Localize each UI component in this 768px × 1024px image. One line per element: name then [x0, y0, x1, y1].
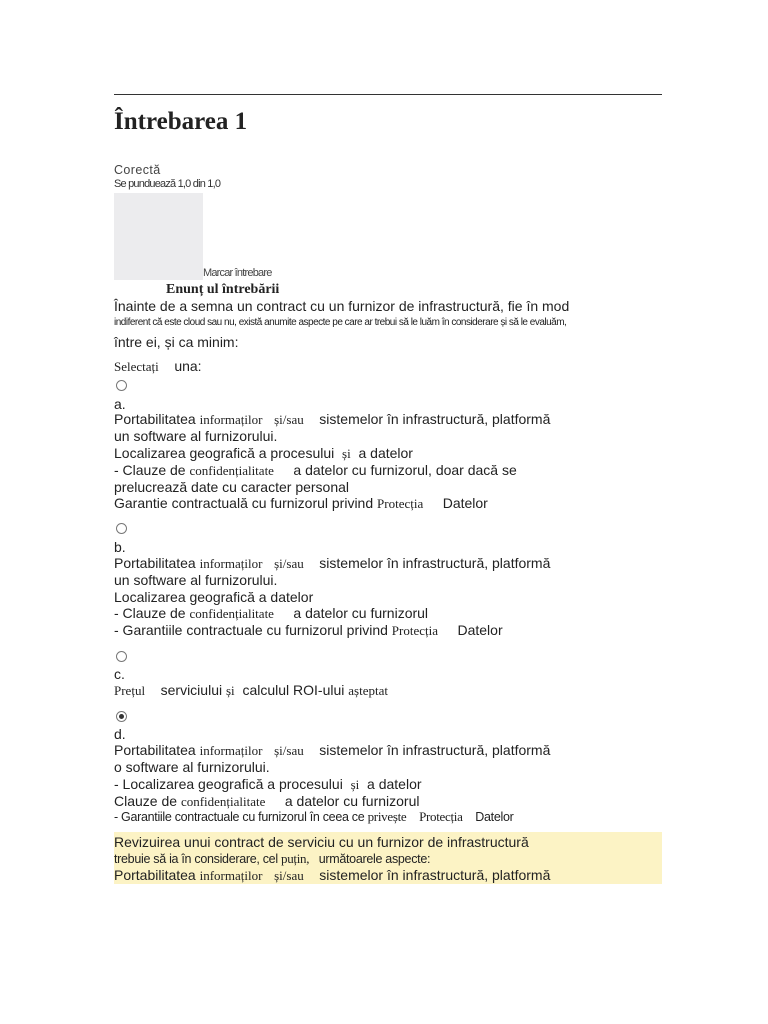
option-text: și	[350, 777, 360, 792]
option-text: Portabilitatea	[114, 742, 196, 758]
option-text: confidențialitate	[180, 794, 266, 809]
option-b-line: Localizarea geografică a datelor	[114, 589, 314, 605]
feedback-text: Portabilitatea	[114, 867, 196, 883]
option-b-line[interactable]	[114, 555, 550, 572]
feedback-text: trebuie să ia în considerare, cel	[114, 852, 278, 866]
feedback-text: următoarele aspecte:	[318, 852, 431, 866]
option-text: Prețul	[114, 683, 146, 698]
option-text: și	[342, 446, 351, 461]
option-text: sistemelor în infrastructură, platformă	[319, 742, 551, 758]
option-text: Datelor	[457, 622, 503, 638]
option-text: a datelor cu furnizorul	[284, 793, 420, 809]
select-prompt	[114, 358, 202, 375]
feedback-text: și/sau	[274, 868, 304, 883]
option-text: - Garantiile contractuale cu furnizorul în ceea ce	[114, 810, 365, 824]
option-b-line	[114, 605, 428, 622]
option-c-line[interactable]	[114, 682, 388, 699]
option-text: - Garantiile contractuale cu furnizorul privind	[114, 622, 388, 638]
option-text: și/sau	[274, 556, 304, 571]
feedback-line: Revizuirea unui contract de serviciu cu un furnizor de infrastructură	[114, 834, 529, 850]
top-divider	[114, 94, 662, 95]
option-a-letter: a.	[114, 396, 126, 412]
question-text-line: între ei, și ca minim:	[114, 334, 239, 350]
option-text: sistemelor în infrastructură, platformă	[319, 555, 551, 571]
option-text: Portabilitatea	[114, 411, 196, 427]
option-d-radio[interactable]	[116, 711, 127, 722]
option-text: informaților	[199, 743, 263, 758]
option-text: Localizarea geografică a procesului	[114, 445, 335, 461]
option-text: Protecția	[377, 496, 424, 511]
option-c-letter: c.	[114, 666, 125, 682]
option-a-line: prelucrează date cu caracter personal	[114, 479, 350, 495]
option-text: confidențialitate	[189, 463, 274, 478]
question-statement-heading: Enunț ul întrebării	[166, 282, 280, 297]
option-d-line[interactable]	[114, 742, 550, 759]
option-text: Portabilitatea	[114, 555, 196, 571]
option-text: a datelor cu furnizorul, doar dacă se	[293, 462, 517, 478]
feedback-line	[114, 851, 430, 867]
option-text: - Clauze de	[114, 462, 186, 478]
option-text: Protecția	[391, 623, 439, 638]
option-a-line	[114, 495, 488, 512]
option-text: Protecția	[419, 809, 463, 824]
question-status: Corectă	[114, 163, 161, 177]
option-text: Garantie contractuală cu furnizorul privind	[114, 495, 374, 511]
option-text: a datelor	[367, 776, 422, 792]
option-text: așteptat	[348, 683, 388, 698]
flag-question-link[interactable]: Marcar întrebare	[203, 267, 272, 279]
option-a-line: un software al furnizorului.	[114, 428, 278, 444]
feedback-text: puțin,	[281, 851, 310, 866]
select-prompt-word: Selectați	[114, 359, 159, 374]
option-text: confidențialitate	[189, 606, 274, 621]
option-text: - Localizarea geografică a procesului	[114, 776, 343, 792]
option-d-letter: d.	[114, 726, 126, 742]
flag-question-icon[interactable]	[114, 193, 203, 280]
feedback-text: sistemelor în infrastructură, platformă	[319, 867, 551, 883]
option-b-line	[114, 622, 503, 639]
feedback-text: informaților	[199, 868, 263, 883]
option-d-line	[114, 809, 514, 825]
option-d-line	[114, 776, 422, 793]
option-d-line	[114, 793, 420, 810]
option-b-line: un software al furnizorului.	[114, 572, 278, 588]
question-text-line: Înainte de a semna un contract cu un furnizor de infrastructură, fie în mod	[114, 298, 570, 314]
option-text: informaților	[199, 556, 263, 571]
option-text: - Clauze de	[114, 605, 186, 621]
option-text: Datelor	[475, 810, 514, 824]
question-title: Întrebarea 1	[114, 108, 248, 135]
option-c-radio[interactable]	[116, 651, 127, 662]
option-a-line[interactable]	[114, 411, 550, 428]
option-text: serviciului	[160, 682, 223, 698]
option-text: calculul ROI-ului	[242, 682, 345, 698]
question-text-line: indiferent că este cloud sau nu, există anumite aspecte pe care ar trebui să le luăm în considerare și să le evaluăm,	[114, 317, 567, 328]
option-b-letter: b.	[114, 539, 126, 555]
option-text: privește	[367, 809, 407, 824]
question-grade: Se punduează 1,0 din 1,0	[114, 178, 221, 190]
option-text: informaților	[199, 412, 263, 427]
option-a-radio[interactable]	[116, 380, 127, 391]
option-text: și/sau	[274, 743, 304, 758]
option-text: Clauze de	[114, 793, 178, 809]
option-text: și	[225, 683, 235, 698]
option-a-line	[114, 462, 517, 479]
option-a-line	[114, 445, 413, 462]
option-text: și/sau	[274, 412, 304, 427]
option-d-line: o software al furnizorului.	[114, 759, 270, 775]
option-text: a datelor cu furnizorul	[293, 605, 429, 621]
option-text: Datelor	[442, 495, 488, 511]
select-prompt-rest: una:	[174, 358, 202, 374]
option-text: a datelor	[358, 445, 413, 461]
option-b-radio[interactable]	[116, 523, 127, 534]
option-text: sistemelor în infrastructură, platformă	[319, 411, 551, 427]
feedback-line	[114, 867, 550, 884]
